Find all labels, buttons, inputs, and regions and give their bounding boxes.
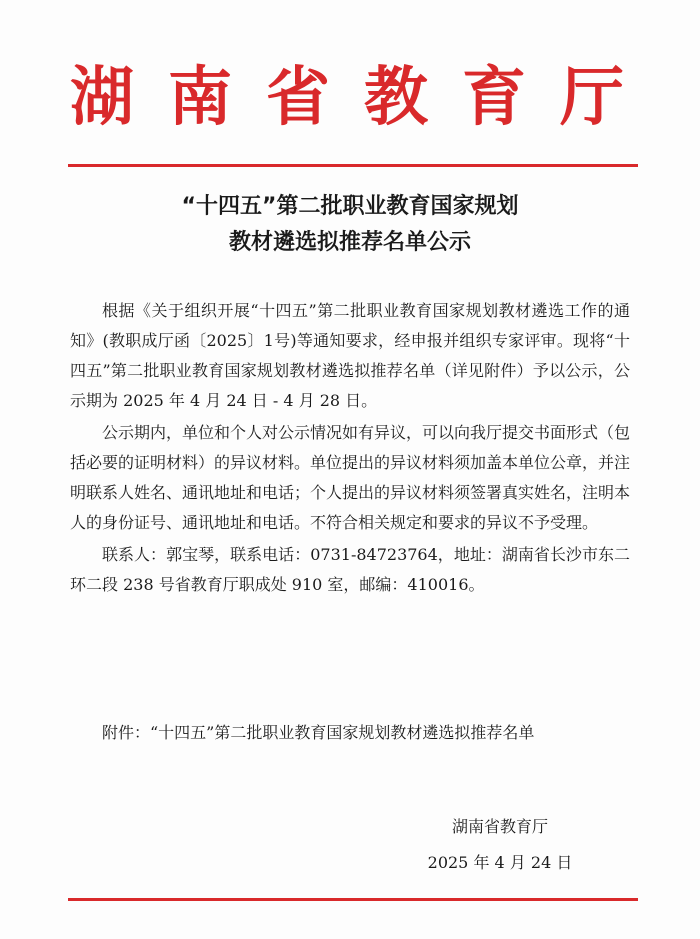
notice-body xyxy=(70,296,630,602)
masthead-org-name: 湖南省教育厅 xyxy=(70,60,630,135)
signature-issuer: 湖南省教育厅 xyxy=(451,817,548,836)
masthead-divider xyxy=(68,164,638,167)
signature-date: 2025 年 4 月 24 日 xyxy=(427,853,573,872)
footer-divider xyxy=(68,898,638,901)
notice-title-line-2: 教材遴选拟推荐名单公示 xyxy=(228,230,471,255)
body-paragraph-objection: 公示期内，单位和个人对公示情况如有异议，可以向我厅提交书面形式（包括必要的证明材料）的异议材料。单位提出的异议材料须加盖本单位公章，并注明联系人姓名、通讯地址和电话；个人提出的异议材料须签署真实姓名，注明本人的身份证号、通讯地址和电话。不符合相关规定和要求的异议不予受理。 xyxy=(70,423,631,532)
body-paragraph-basis: 根据《关于组织开展“十四五”第二批职业教育国家规划教材遴选工作的通知》(教职成厅函〔2025〕1号)等通知要求，经申报并组织专家评审。现将“十四五”第二批职业教育国家规划教材遴选拟推荐名单（详见附件）予以公示，公示期为 2025 年 4 月 24 日 - 4 月 28 日。 xyxy=(70,301,630,410)
attachment-line: 附件：“十四五”第二批职业教育国家规划教材遴选拟推荐名单 xyxy=(102,723,535,742)
notice-title-line-1: “十四五”第二批职业教育国家规划 xyxy=(181,194,519,219)
body-paragraph-contact: 联系人：郭宝琴，联系电话：0731-84723764，地址：湖南省长沙市东二环二段 238 号省教育厅职成处 910 室，邮编：410016。 xyxy=(70,545,630,594)
